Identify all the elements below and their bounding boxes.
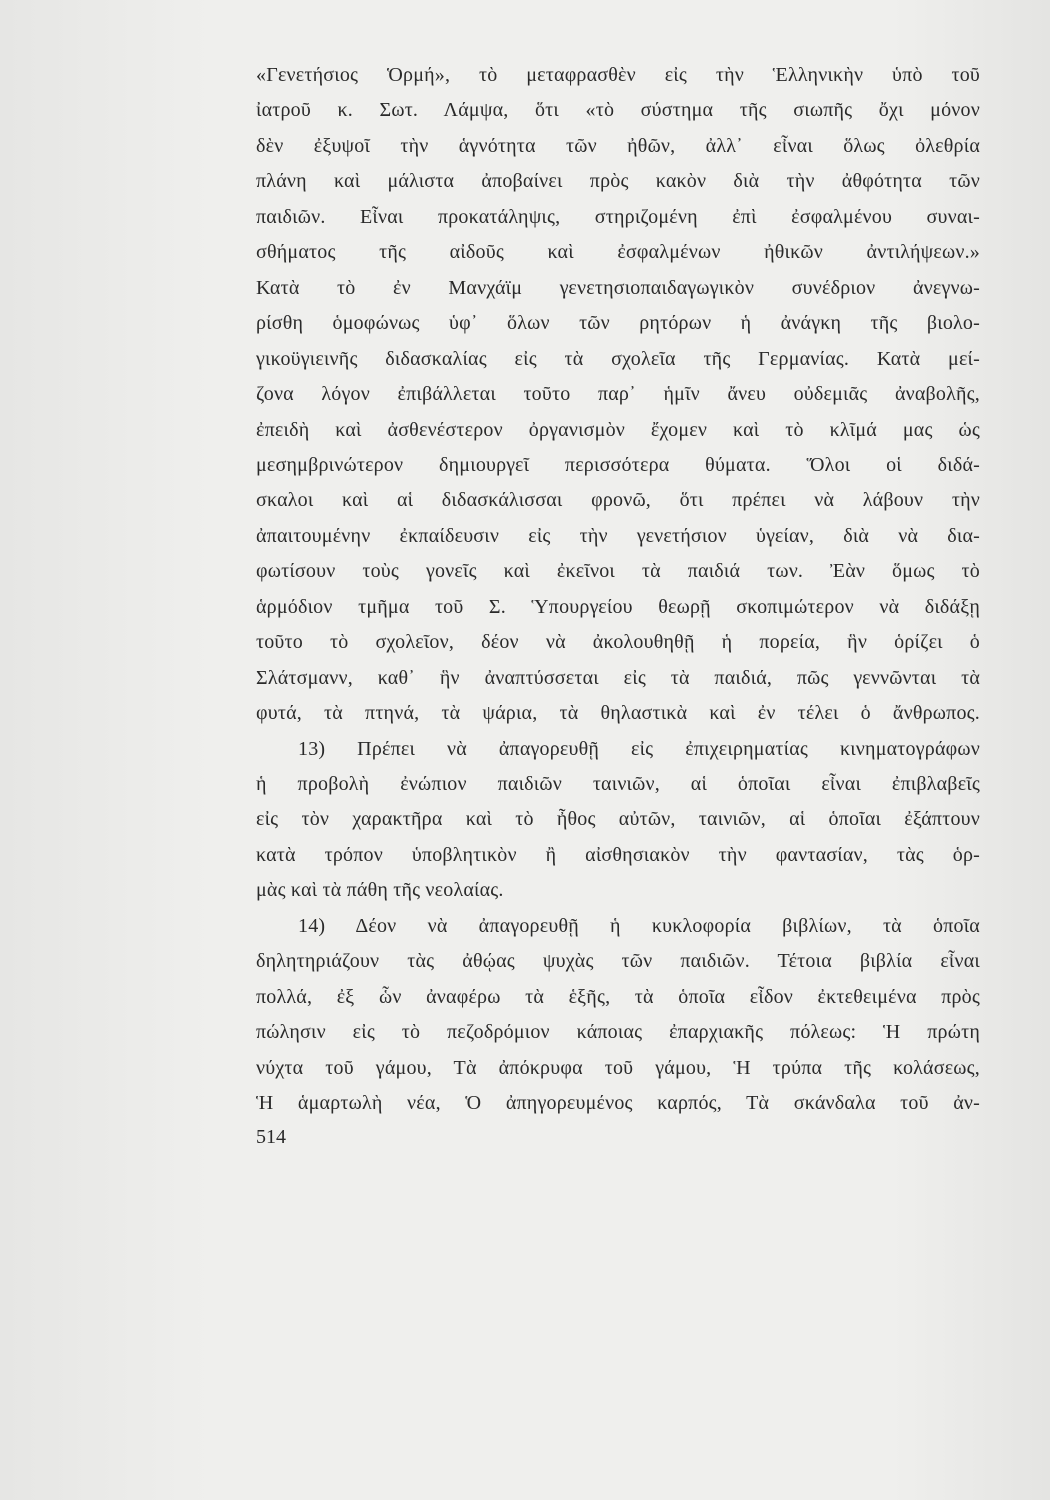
text-line: παιδιῶν. Εἶναι προκατάληψις, στηριζομένη ἐπὶ ἐσφαλμένου συναι- — [256, 205, 980, 228]
text-line: εἰς τὸν χαρακτῆρα καὶ τὸ ἦθος αὐτῶν, ταινιῶν, αἱ ὁποῖαι ἐξάπτουν — [256, 808, 980, 831]
text-line: φυτά, τὰ πτηνά, τὰ ψάρια, τὰ θηλαστικὰ καὶ ἐν τέλει ὁ ἄνθρωπος. — [256, 702, 980, 725]
text-line: φωτίσουν τοὺς γονεῖς καὶ ἐκεῖνοι τὰ παιδιά των. Ἐὰν ὅμως τὸ — [256, 560, 980, 583]
text-line: ρίσθη ὁμοφώνως ὑφ᾽ ὅλων τῶν ρητόρων ἡ ἀνάγκη τῆς βιολο- — [256, 312, 980, 335]
text-line: νύχτα τοῦ γάμου, Τὰ ἀπόκρυφα τοῦ γάμου, Ἡ τρύπα τῆς κολάσεως, — [256, 1056, 980, 1079]
text-line: πολλά, ἐξ ὧν ἀναφέρω τὰ ἑξῆς, τὰ ὁποῖα εἶδον ἐκτεθειμένα πρὸς — [256, 985, 980, 1008]
text-line: μὰς καὶ τὰ πάθη τῆς νεολαίας. — [256, 879, 504, 902]
text-line: δὲν ἐξυψοῖ τὴν ἁγνότητα τῶν ἠθῶν, ἀλλ᾽ εἶναι ὅλως ὀλεθρία — [256, 134, 980, 157]
text-line: τοῦτο τὸ σχολεῖον, δέον νὰ ἀκολουθηθῇ ἡ πορεία, ἣν ὁρίζει ὁ — [256, 631, 980, 654]
page-number: 514 — [256, 1126, 286, 1148]
text-line: ἡ προβολὴ ἐνώπιον παιδιῶν ταινιῶν, αἱ ὁποῖαι εἶναι ἐπιβλαβεῖς — [256, 773, 980, 795]
text-line: σκαλοι καὶ αἱ διδασκάλισσαι φρονῶ, ὅτι πρέπει νὰ λάβουν τὴν — [256, 489, 980, 512]
text-line: Σλάτσμανν, καθ᾽ ἣν ἀναπτύσσεται εἰς τὰ παιδιά, πῶς γεννῶνται τὰ — [256, 666, 980, 689]
text-line: σθήματος τῆς αἰδοῦς καὶ ἐσφαλμένων ἠθικῶν ἀντιλήψεων.» — [256, 241, 980, 264]
text-line: ζονα λόγον ἐπιβάλλεται τοῦτο παρ᾽ ἡμῖν ἄνευ οὐδεμιᾶς ἀναβολῆς, — [256, 383, 980, 406]
text-line: πώλησιν εἰς τὸ πεζοδρόμιον κάποιας ἐπαρχιακῆς πόλεως: Ἡ πρώτη — [256, 1021, 980, 1044]
text-line: 14) Δέον νὰ ἀπαγορευθῇ ἡ κυκλοφορία βιβλίων, τὰ ὁποῖα — [298, 914, 980, 937]
text-line: πλάνη καὶ μάλιστα ἀποβαίνει πρὸς κακὸν διὰ τὴν ἀθφότητα τῶν — [256, 170, 980, 193]
text-line: «Γενετήσιος Ὁρμή», τὸ μεταφρασθὲν εἰς τὴν Ἑλληνικὴν ὑπὸ τοῦ — [256, 64, 980, 86]
text-line: ἁρμόδιον τμῆμα τοῦ Σ. Ὑπουργείου θεωρῇ σκοπιμώτερον νὰ διδάξῃ — [256, 595, 980, 618]
text-line: Κατὰ τὸ ἐν Μανχάϊμ γενετησιοπαιδαγωγικὸν συνέδριον ἀνεγνω- — [256, 276, 980, 299]
text-line: 13) Πρέπει νὰ ἀπαγορευθῇ εἰς ἐπιχειρηματίας κινηματογράφων — [298, 737, 980, 760]
text-line: μεσημβρινώτερον δημιουργεῖ περισσότερα θύματα. Ὅλοι οἱ διδά- — [256, 453, 980, 476]
text-line: ἀπαιτουμένην ἐκπαίδευσιν εἰς τὴν γενετήσιον ὑγείαν, διὰ νὰ δια- — [256, 524, 980, 547]
text-line: ἰατροῦ κ. Σωτ. Λάμψα, ὅτι «τὸ σύστημα τῆς σιωπῆς ὄχι μόνον — [256, 99, 980, 122]
text-line: γικοϋγιεινῆς διδασκαλίας εἰς τὰ σχολεῖα τῆς Γερμανίας. Κατὰ μεί- — [256, 347, 980, 370]
text-line: κατὰ τρόπον ὑποβλητικὸν ἢ αἰσθησιακὸν τὴν φαντασίαν, τὰς ὁρ- — [256, 843, 980, 866]
text-line: Ἡ ἁμαρτωλὴ νέα, Ὁ ἀπηγορευμένος καρπός, Τὰ σκάνδαλα τοῦ ἀν- — [256, 1092, 980, 1115]
text-line: ἐπειδὴ καὶ ἀσθενέστερον ὀργανισμὸν ἔχομεν καὶ τὸ κλῖμά μας ὡς — [256, 418, 980, 441]
text-line: δηλητηριάζουν τὰς ἀθῴας ψυχὰς τῶν παιδιῶν. Τέτοια βιβλία εἶναι — [256, 950, 980, 973]
